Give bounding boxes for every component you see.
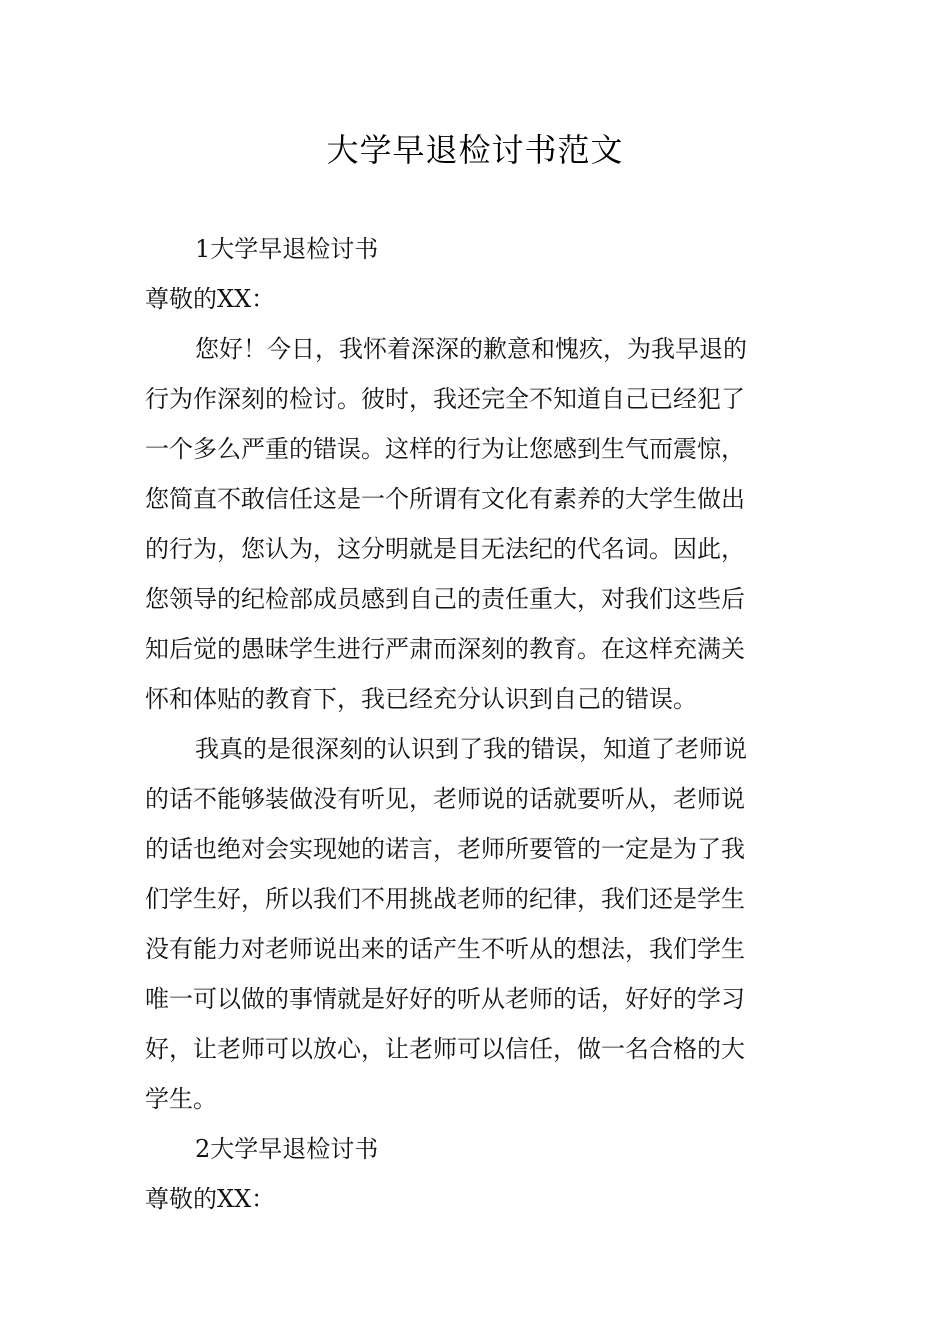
salutation-1: 尊敬的XX： <box>145 285 276 313</box>
salutation-2: 尊敬的XX： <box>145 1185 276 1213</box>
paragraph-line: 怀和体贴的教育下，我已经充分认识到自己的错误。 <box>145 685 697 713</box>
document-body <box>145 224 807 1224</box>
paragraph-line: 们学生好，所以我们不用挑战老师的纪律，我们还是学生 <box>145 885 745 913</box>
paragraph-line: 的行为，您认为，这分明就是目无法纪的代名词。因此， <box>145 535 745 563</box>
section-heading-2: 2大学早退检讨书 <box>195 1135 379 1163</box>
paragraph-line: 好，让老师可以放心，让老师可以信任，做一名合格的大 <box>145 1035 745 1063</box>
paragraph-line: 学生。 <box>145 1085 217 1113</box>
paragraph-line: 的话也绝对会实现她的诺言，老师所要管的一定是为了我 <box>145 835 745 863</box>
paragraph-line: 行为作深刻的检讨。彼时，我还完全不知道自己已经犯了 <box>145 385 745 413</box>
paragraph-line: 您好！今日，我怀着深深的歉意和愧疚，为我早退的 <box>195 335 747 363</box>
paragraph-line: 我真的是很深刻的认识到了我的错误，知道了老师说 <box>195 735 747 763</box>
document-title: 大学早退检讨书范文 <box>326 131 624 169</box>
paragraph-line: 的话不能够装做没有听见，老师说的话就要听从，老师说 <box>145 785 745 813</box>
section-heading-1: 1大学早退检讨书 <box>195 235 379 263</box>
paragraph-line: 一个多么严重的错误。这样的行为让您感到生气而震惊， <box>145 435 745 463</box>
paragraph-line: 唯一可以做的事情就是好好的听从老师的话，好好的学习 <box>145 985 745 1013</box>
paragraph-line: 您简直不敢信任这是一个所谓有文化有素养的大学生做出 <box>145 485 745 513</box>
paragraph-line: 没有能力对老师说出来的话产生不听从的想法，我们学生 <box>145 935 745 963</box>
paragraph-line: 您领导的纪检部成员感到自己的责任重大，对我们这些后 <box>145 585 745 613</box>
paragraph-line: 知后觉的愚昧学生进行严肃而深刻的教育。在这样充满关 <box>145 635 745 663</box>
